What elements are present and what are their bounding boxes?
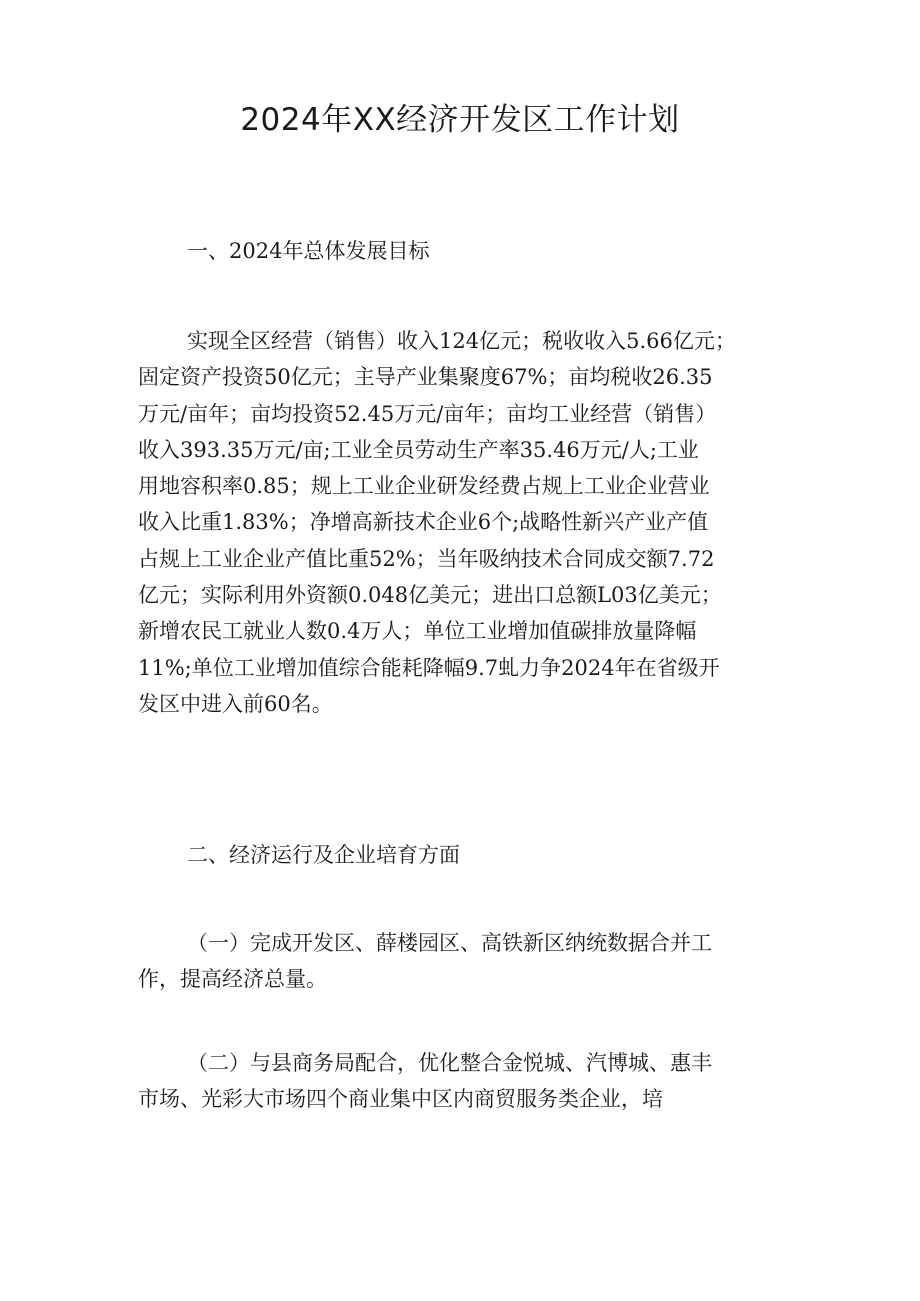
section-2-item-1 [138, 925, 808, 998]
paragraph-line: 发区中进入前60名。 [138, 691, 333, 716]
document-title: 2024年XX经济开发区工作计划 [240, 102, 680, 138]
paragraph-line: 用地容积率0.85；规上工业企业研发经费占规上工业企业营业 [138, 474, 710, 499]
paragraph-line: 固定资产投资50亿元；主导产业集聚度67%；亩均税收26.35 [138, 365, 713, 390]
section-1-heading: 一、2024年总体发展目标 [187, 239, 430, 263]
paragraph-line: （一）完成开发区、薛楼园区、高铁新区纳统数据合并工 [187, 931, 712, 955]
section-2-heading: 二、经济运行及企业培育方面 [187, 843, 460, 867]
section-2-item-2 [138, 1045, 808, 1118]
paragraph-line: 实现全区经营（销售）收入124亿元；税收收入5.66亿元； [187, 329, 736, 353]
paragraph-line: 新增农民工就业人数0.4万人；单位工业增加值碳排放量降幅 [138, 619, 697, 644]
paragraph-line: （二）与县商务局配合，优化整合金悦城、汽博城、惠丰 [187, 1051, 712, 1075]
paragraph-line: 收入比重1.83%；净增高新技术企业6个;战略性新兴产业产值 [138, 510, 709, 535]
paragraph-line: 收入393.35万元/亩;工业全员劳动生产率35.46万元/人;工业 [138, 437, 699, 462]
section-1-paragraph [138, 323, 808, 722]
paragraph-line: 万元/亩年；亩均投资52.45万元/亩年；亩均工业经营（销售） [138, 401, 717, 426]
paragraph-line: 市场、光彩大市场四个商业集中区内商贸服务类企业，培 [138, 1087, 663, 1112]
paragraph-line: 亿元；实际利用外资额0.048亿美元；进出口总额L03亿美元； [138, 583, 722, 608]
paragraph-line: 占规上工业企业产值比重52%；当年吸纳技术合同成交额7.72 [138, 546, 715, 571]
paragraph-line: 作，提高经济总量。 [138, 967, 327, 992]
paragraph-line: 11%;单位工业增加值综合能耗降幅9.7虬力争2024年在省级开 [138, 655, 720, 680]
